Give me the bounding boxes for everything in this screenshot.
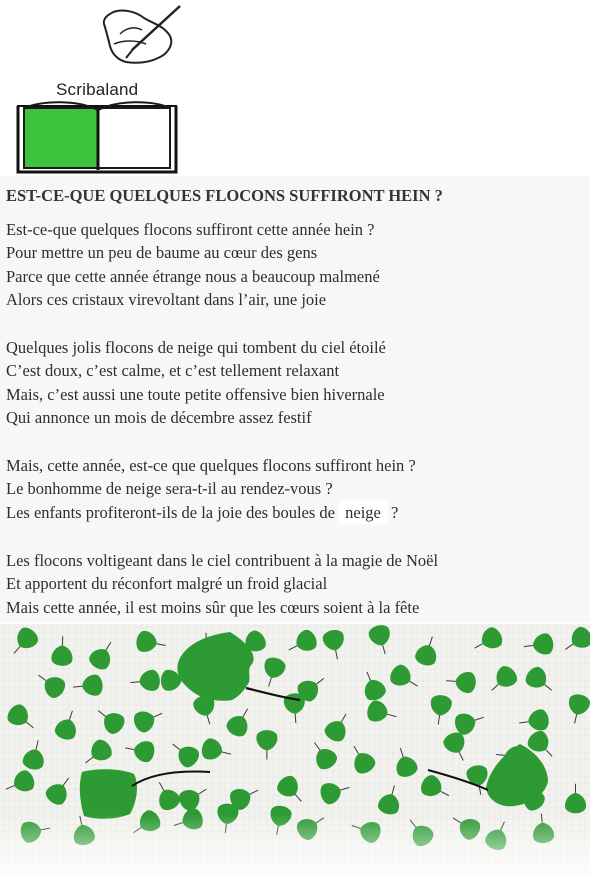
poem-line — [6, 501, 416, 524]
poem-container — [0, 176, 590, 622]
ginkgo-leaf-footer — [0, 624, 590, 876]
poem-line: Mais, c’est aussi une toute petite offensive bien hivernale — [6, 384, 385, 404]
poem-line: Pour mettre un peu de baume au cœur des gens — [6, 243, 318, 263]
poem-line-start: Les enfants profiteront-ils de la joie des boules de — [6, 502, 335, 522]
stanza-2 — [6, 336, 386, 429]
poem-line: Les flocons voltigeant dans le ciel contribuent à la magie de Noël — [6, 551, 439, 570]
poem-line: C’est doux, c’est calme, et c’est tellement relaxant — [6, 361, 340, 381]
poem-line: Quelques jolis flocons de neige qui tombent du ciel étoilé — [6, 338, 386, 357]
scribaland-logo — [14, 4, 184, 174]
stanza-4 — [6, 549, 438, 619]
stanza-3 — [6, 454, 416, 524]
ginkgo-leaf-icon — [0, 624, 590, 876]
highlighted-word: neige — [339, 501, 387, 524]
poem-line: Est-ce-que quelques flocons suffiront cette année hein ? — [6, 220, 375, 239]
poem-line: Le bonhomme de neige sera-t-il au rendez-vous ? — [6, 479, 333, 499]
poem-line: Alors ces cristaux virevoltant dans l’air, une joie — [6, 289, 327, 309]
logo-wordmark: Scribaland — [56, 80, 139, 99]
poem-line: Qui annonce un mois de décembre assez festif — [6, 407, 312, 427]
poem-title: EST-CE-QUE QUELQUES FLOCONS SUFFIRONT HEIN ? — [6, 186, 443, 205]
poem-line: Parce que cette année étrange nous a beaucoup malmené — [6, 266, 380, 286]
poem-line: Et apportent du réconfort malgré un froid glacial — [6, 574, 328, 594]
poem-line-end: ? — [390, 502, 399, 522]
poem-line: Mais, cette année, est-ce que quelques flocons suffiront hein ? — [6, 456, 416, 475]
stanza-1 — [6, 218, 380, 311]
poem-line: Mais cette année, il est moins sûr que les cœurs soient à la fête — [6, 597, 420, 617]
